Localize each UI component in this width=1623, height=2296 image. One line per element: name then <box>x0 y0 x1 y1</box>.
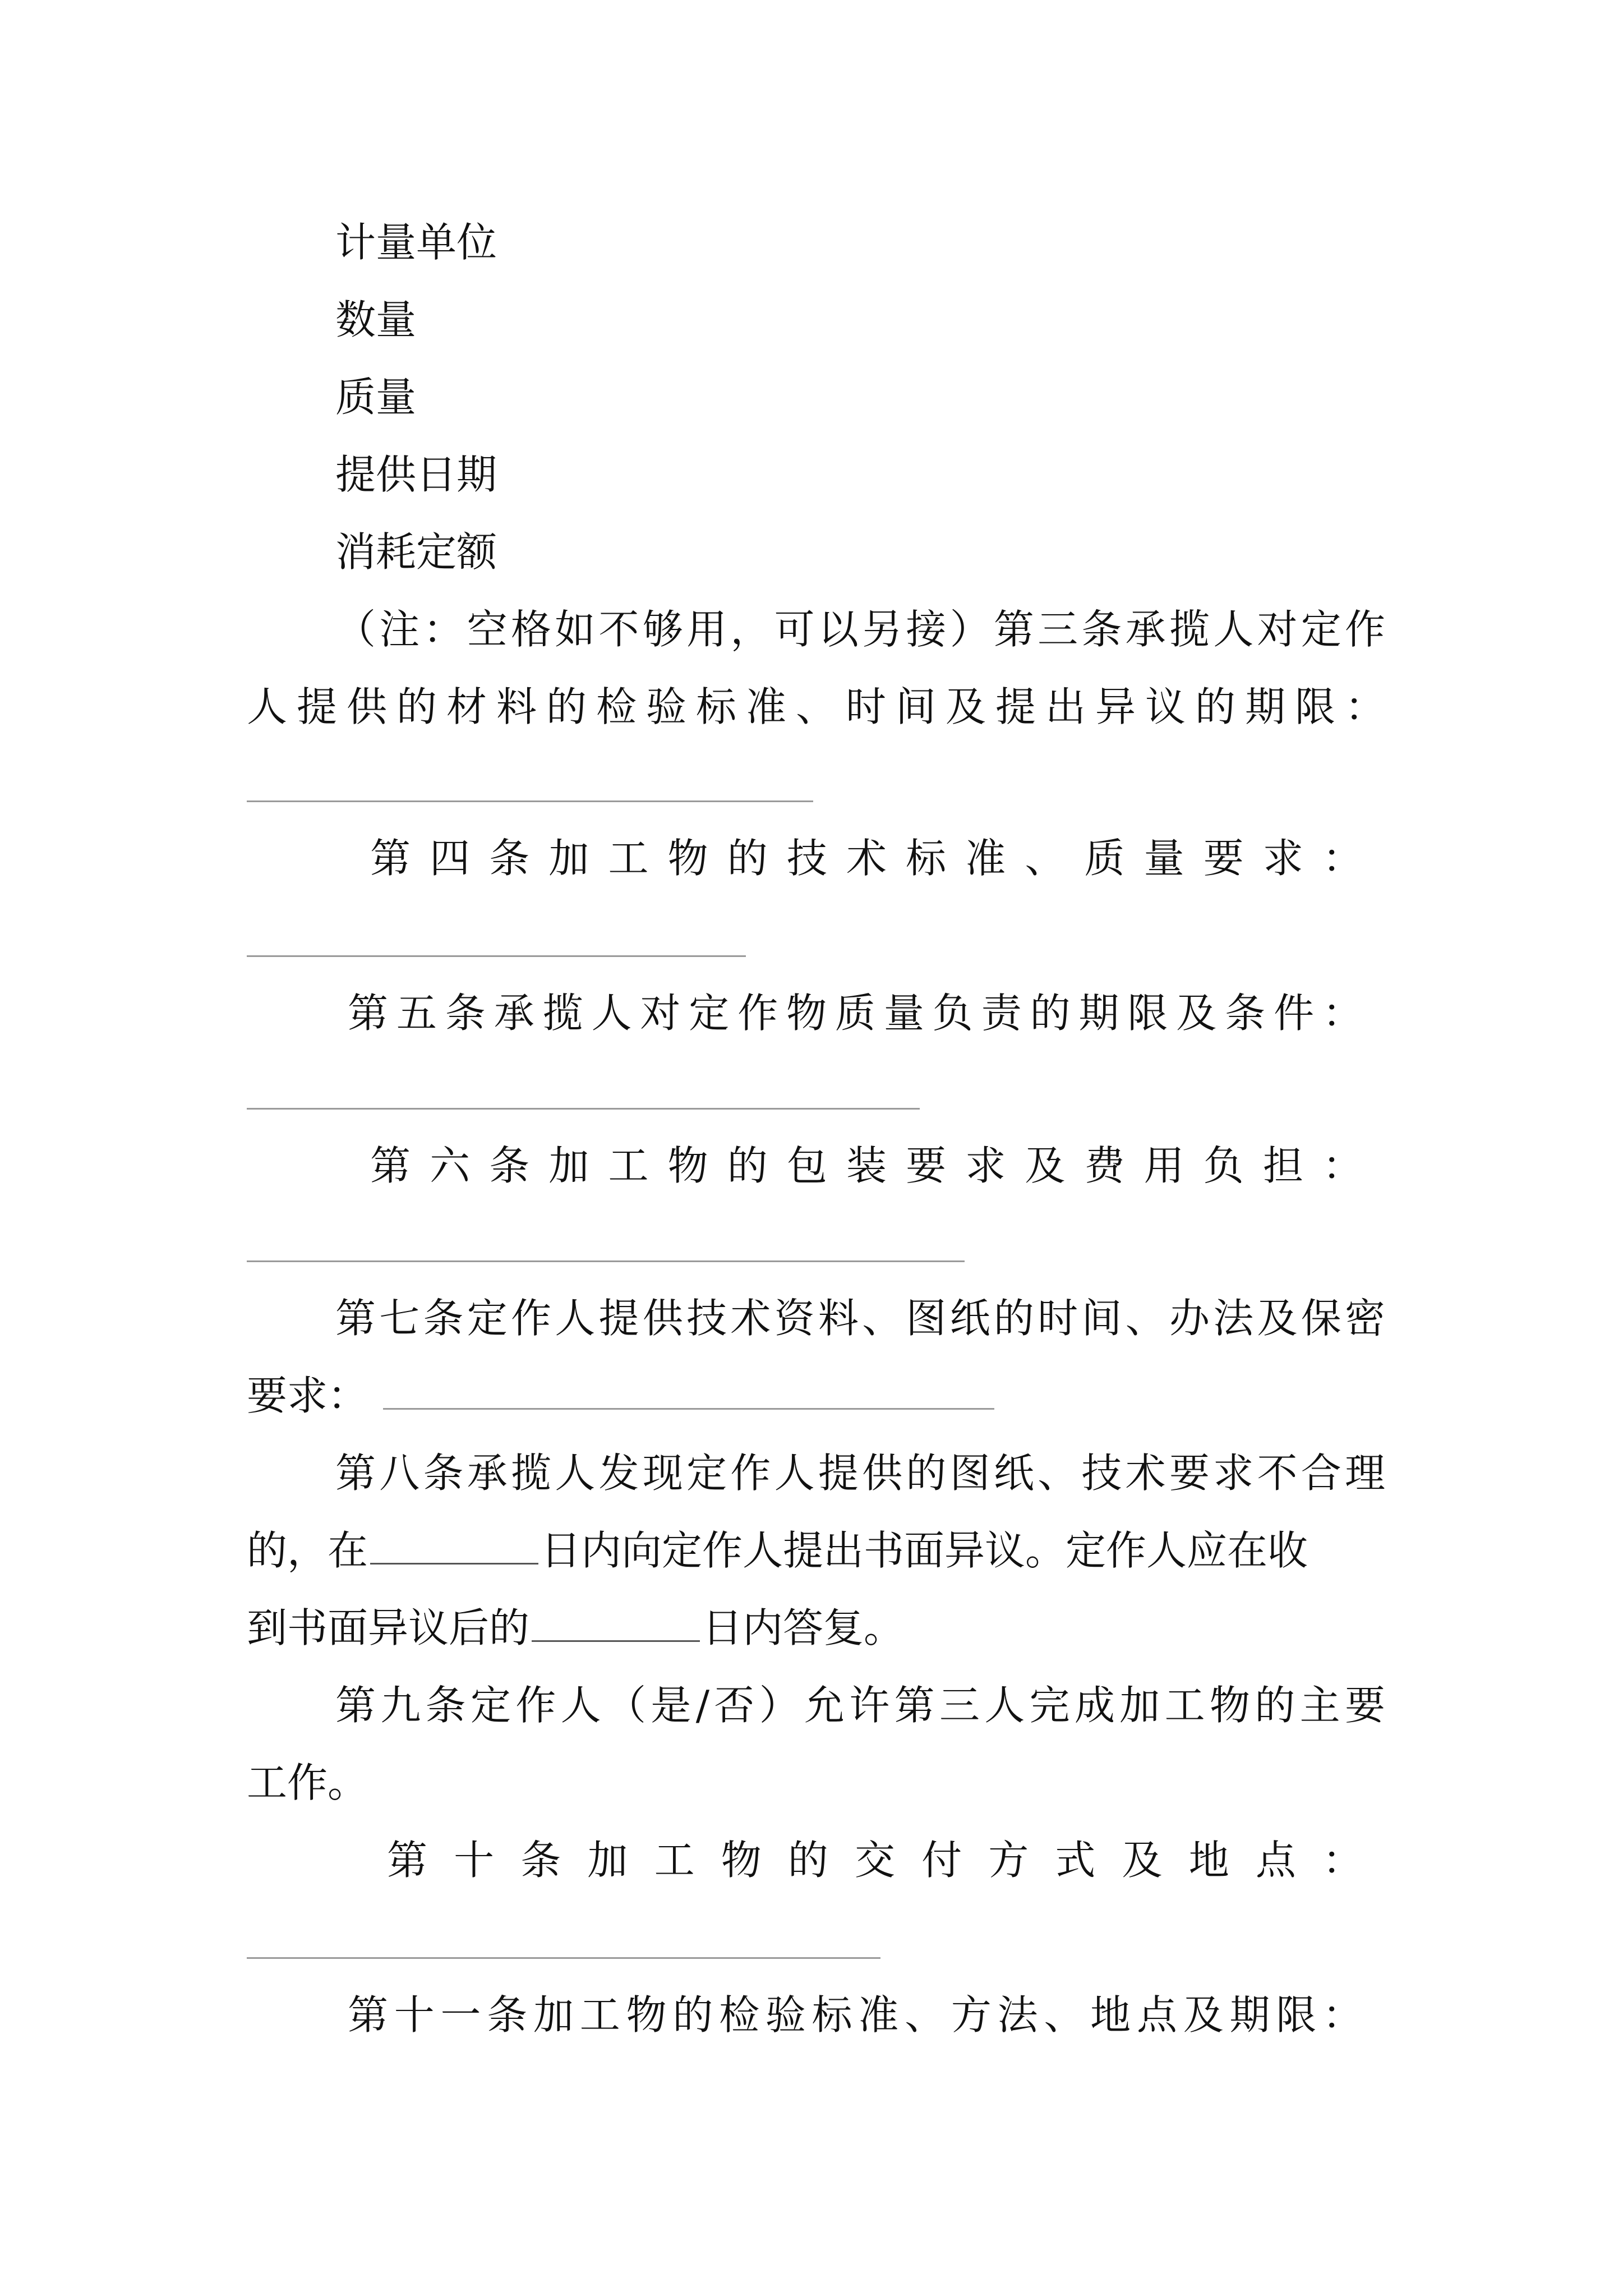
article-7-fill-blank <box>383 1374 994 1410</box>
article-4: 第四条加工物的技术标准、质量要求： <box>370 835 1363 882</box>
item-supply-date: 提供日期 <box>335 451 497 498</box>
article-8-line-2-b: 日内向定作人提出书面异议。定作人应在收 <box>541 1527 1308 1574</box>
article-8-line-2-row <box>247 1520 1385 1581</box>
article-4-fill-line <box>247 955 746 957</box>
article-6: 第六条加工物的包装要求及费用负担： <box>370 1142 1363 1189</box>
article-8-line-3-row <box>247 1597 1385 1659</box>
article-5: 第五条承揽人对定作物质量负责的期限及条件： <box>348 990 1363 1037</box>
article-5-fill-line <box>247 1108 920 1110</box>
article-9-line-1: 第九条定作人（是/否）允许第三人完成加工物的主要 <box>335 1682 1385 1729</box>
article-8-line-3-b: 日内答复。 <box>702 1604 905 1651</box>
article-9-line-2: 工作。 <box>247 1759 368 1806</box>
article-8-line-1: 第八条承揽人发现定作人提供的图纸、技术要求不合理 <box>335 1450 1385 1497</box>
article-7-line-1: 第七条定作人提供技术资料、图纸的时间、办法及保密 <box>335 1295 1385 1342</box>
item-quality: 质量 <box>335 374 417 421</box>
article-3-fill-line <box>247 800 813 802</box>
article-10-fill-line <box>247 1957 880 1959</box>
article-10: 第十条加工物的交付方式及地点： <box>387 1837 1363 1884</box>
article-3-line-1: （注：空格如不够用，可以另接）第三条承揽人对定作 <box>335 606 1385 653</box>
article-7-line-2-row <box>247 1365 1385 1427</box>
item-measure-unit: 计量单位 <box>335 219 497 266</box>
article-3-line-2: 人提供的材料的检验标准、时间及提出异议的期限： <box>247 683 1385 730</box>
article-7-line-2: 要求： <box>247 1372 368 1419</box>
article-8-line-3-a: 到书面异议后的 <box>247 1604 530 1651</box>
article-8-days-blank-2 <box>532 1607 700 1642</box>
item-consumption-quota: 消耗定额 <box>335 528 497 576</box>
article-8-days-blank-1 <box>370 1529 538 1565</box>
article-11: 第十一条加工物的检验标准、方法、地点及期限： <box>348 1991 1363 2039</box>
article-8-line-2-a: 的，在 <box>247 1527 368 1574</box>
article-6-fill-line <box>247 1260 965 1262</box>
item-quantity: 数量 <box>335 296 417 343</box>
